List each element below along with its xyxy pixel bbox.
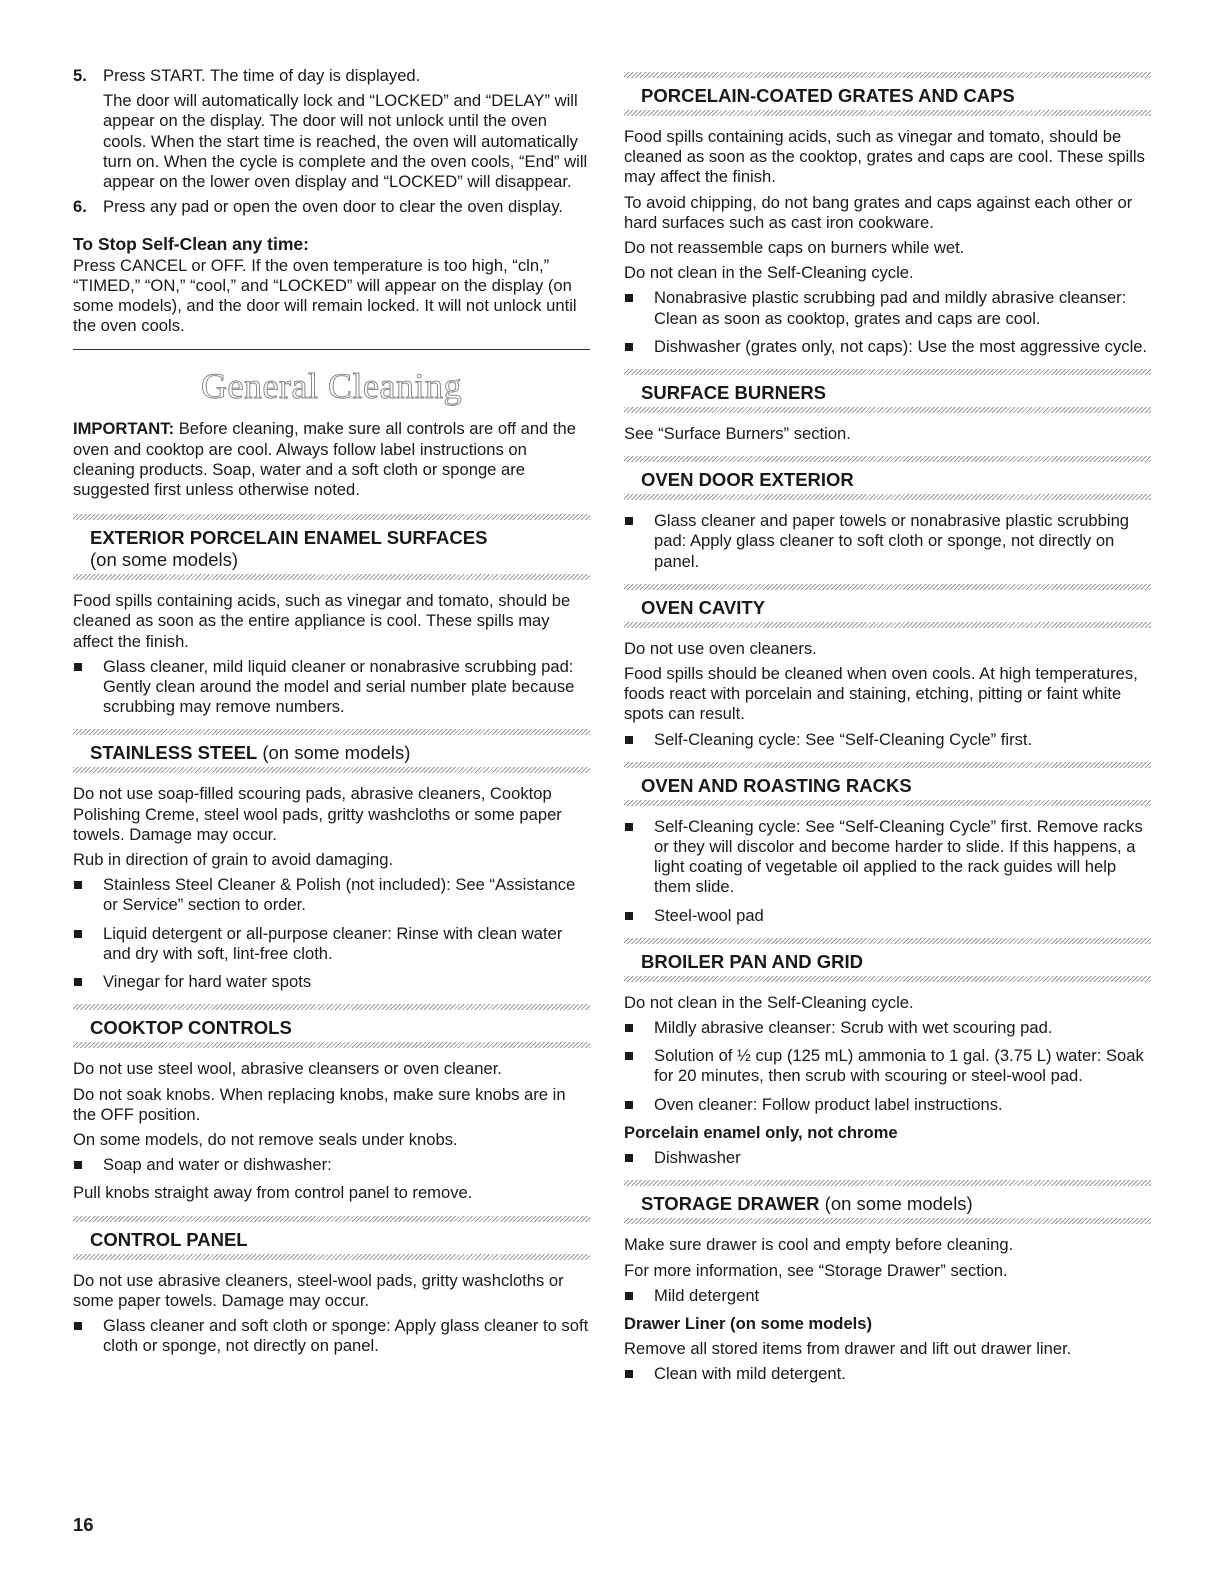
paragraph: Food spills should be cleaned when oven cools. At high temperatures, foods react with porcelain and staining, etching, pitting or faint white spots can result.: [624, 664, 1138, 724]
section-storage-drawer: [624, 1180, 1151, 1384]
section-title: BROILER PAN AND GRID: [641, 950, 863, 972]
hatch-band: [624, 800, 1151, 806]
paragraph: Pull knobs straight away from control panel to remove.: [73, 1183, 473, 1203]
section-heading: [624, 768, 1151, 800]
paragraph: Food spills containing acids, such as vinegar and tomato, should be cleaned as soon as the entire appliance is cool. These spills may affect the finish.: [73, 591, 571, 651]
step-text: The door will automatically lock and “LOCKED” and “DELAY” will appear on the display. The door will not unlock until the oven cools. When the start time is reached, the oven will automatically turn on. When the cycle is complete and the oven cools, “End” will appear on the lower oven display and “LOCKED” will disappear.: [103, 91, 588, 192]
paragraph: Rub in direction of grain to avoid damaging.: [73, 850, 394, 870]
section-oven-cavity: [624, 584, 1151, 750]
step-text: Press START. The time of day is displayed.: [103, 66, 421, 85]
section-title: PORCELAIN-COATED GRATES AND CAPS: [641, 85, 1015, 106]
section-title: COOKTOP CONTROLS: [90, 1017, 292, 1039]
paragraph: For more information, see “Storage Drawer” section.: [624, 1260, 1008, 1280]
section-subtitle: (on some models): [90, 549, 239, 571]
important-label: IMPORTANT:: [73, 419, 175, 439]
hatch-band: [624, 494, 1151, 500]
paragraph: Do not soak knobs. When replacing knobs, make sure knobs are in the OFF position.: [73, 1084, 566, 1124]
section-heading: [624, 375, 1151, 407]
section-subtitle: (on some models): [257, 742, 411, 764]
step-6: [73, 197, 590, 217]
general-cleaning-title: General Cleaning: [201, 366, 462, 407]
section-surface-burners: [624, 369, 1151, 444]
paragraph: Do not reassemble caps on burners while wet.: [624, 238, 965, 258]
bullet-item: Vinegar for hard water spots: [73, 972, 590, 992]
paragraph: See “Surface Burners” section.: [624, 424, 851, 444]
section-control-panel: [73, 1216, 590, 1357]
paragraph: Remove all stored items from drawer and lift out drawer liner.: [624, 1339, 1072, 1359]
section-title: CONTROL PANEL: [90, 1228, 248, 1250]
section-title: OVEN CAVITY: [641, 596, 766, 618]
section-heading: [624, 462, 1151, 494]
bullet-item: Oven cleaner: Follow product label instructions.: [624, 1095, 1151, 1115]
section-heading: [624, 944, 1151, 976]
bullet-item: Nonabrasive plastic scrubbing pad and mildly abrasive cleanser: Clean as soon as cooktop, grates and caps are cool.: [624, 288, 1151, 328]
bullet-item: Clean with mild detergent.: [624, 1364, 1151, 1384]
bullet-item: Mild detergent: [624, 1286, 1151, 1306]
hatch-band: [624, 1218, 1151, 1224]
hatch-band: [73, 1254, 590, 1260]
hatch-band: [73, 574, 590, 580]
paragraph: Do not clean in the Self-Cleaning cycle.: [624, 263, 914, 283]
paragraph: Do not use oven cleaners.: [624, 638, 817, 658]
section-title: EXTERIOR PORCELAIN ENAMEL SURFACES: [90, 527, 488, 549]
section-subtitle: (on some models): [819, 1193, 973, 1215]
paragraph: Make sure drawer is cool and empty before cleaning.: [624, 1235, 1014, 1255]
section-heading: [73, 1222, 590, 1254]
bullet-item: Stainless Steel Cleaner & Polish (not included): See “Assistance or Service” section to order.: [73, 875, 590, 915]
bullet-item: Solution of ½ cup (125 mL) ammonia to 1 gal. (3.75 L) water: Soak for 20 minutes, then scrub with scouring or steel-wool pad.: [624, 1046, 1151, 1086]
section-broiler-pan: [624, 938, 1151, 1168]
section-stainless-steel: [73, 729, 590, 992]
bullet-item: Liquid detergent or all-purpose cleaner: Rinse with clean water and dry with soft, lint-free cloth.: [73, 924, 590, 964]
step-text: Press any pad or open the oven door to clear the oven display.: [103, 197, 563, 217]
section-title: SURFACE BURNERS: [641, 382, 827, 404]
bullet-item: Dishwasher (grates only, not caps): Use the most aggressive cycle.: [624, 337, 1151, 357]
step-number: 6.: [73, 197, 87, 217]
page-number: 16: [73, 1514, 94, 1535]
section-cooktop-controls: [73, 1004, 590, 1203]
bullet-item: Glass cleaner and paper towels or nonabrasive plastic scrubbing pad: Apply glass cleaner to soft cloth or sponge, not directly on panel.: [624, 511, 1151, 572]
hatch-band: [624, 110, 1151, 116]
stop-self-clean-heading: To Stop Self-Clean any time:: [73, 234, 309, 255]
hatch-band: [624, 976, 1151, 982]
paragraph: Do not use abrasive cleaners, steel-wool pads, gritty washcloths or some paper towels. Damage may occur.: [73, 1270, 564, 1310]
paragraph: To avoid chipping, do not bang grates and caps against each other or hard surfaces such as cast iron cookware.: [624, 192, 1133, 232]
section-title: OVEN DOOR EXTERIOR: [641, 469, 854, 491]
section-title: STAINLESS STEEL: [90, 742, 258, 764]
section-title: STORAGE DRAWER: [641, 1193, 820, 1215]
hatch-band: [624, 407, 1151, 413]
bullet-item: Glass cleaner and soft cloth or sponge: Apply glass cleaner to soft cloth or sponge, not directly on panel.: [73, 1316, 590, 1356]
drawer-liner-heading: Drawer Liner (on some models): [624, 1313, 873, 1333]
section-heading: [73, 735, 590, 767]
hatch-band: [624, 622, 1151, 628]
section-title: OVEN AND ROASTING RACKS: [641, 774, 912, 796]
section-heading: [624, 590, 1151, 622]
bullet-item: Dishwasher: [624, 1148, 1151, 1168]
right-column: [624, 0, 1151, 1393]
bullet-item: Self-Cleaning cycle: See “Self-Cleaning Cycle” first. Remove racks or they will discolor and become harder to slide. If this happens, a light coating of vegetable oil applied to the rack guides will help them slide.: [624, 817, 1151, 898]
section-porcelain-grates: [624, 72, 1151, 357]
porcelain-only-heading: Porcelain enamel only, not chrome: [624, 1122, 898, 1142]
hatch-band: [73, 1042, 590, 1048]
section-oven-door-exterior: [624, 456, 1151, 572]
bullet-item: Soap and water or dishwasher:: [73, 1155, 590, 1175]
paragraph: Do not use steel wool, abrasive cleansers or oven cleaner.: [73, 1059, 502, 1079]
paragraph: On some models, do not remove seals under knobs.: [73, 1129, 458, 1149]
bullet-item: Glass cleaner, mild liquid cleaner or nonabrasive scrubbing pad: Gently clean around the model and serial number plate because scrubbing may remove numbers.: [73, 657, 590, 718]
section-heading: [73, 1010, 590, 1042]
step-number: 5.: [73, 66, 87, 85]
bullet-item: Mildly abrasive cleanser: Scrub with wet scouring pad.: [624, 1018, 1151, 1038]
paragraph: Do not use soap-filled scouring pads, abrasive cleaners, Cooktop Polishing Creme, steel wool pads, gritty washcloths or some paper towels. Damage may occur.: [73, 784, 562, 844]
left-column: [73, 0, 590, 1364]
hatch-band: [73, 767, 590, 773]
step-5: [73, 66, 590, 192]
section-exterior-porcelain: [73, 514, 590, 717]
bullet-item: Self-Cleaning cycle: See “Self-Cleaning Cycle” first.: [624, 730, 1151, 750]
section-oven-racks: [624, 762, 1151, 926]
paragraph: Do not clean in the Self-Cleaning cycle.: [624, 992, 914, 1012]
paragraph: Food spills containing acids, such as vinegar and tomato, should be cleaned as soon as the cooktop, grates and caps are cool. These spills may affect the finish.: [624, 127, 1145, 187]
important-note: [73, 419, 590, 500]
section-heading: [73, 520, 590, 574]
important-text: Before cleaning, make sure all controls are off and the oven and cooktop are cool. Always follow label instructions on cleaning products. Soap, water and a soft cloth or sponge are suggested first unless otherwise noted.: [73, 419, 576, 500]
stop-self-clean-text: Press CANCEL or OFF. If the oven temperature is too high, “cln,” “TIMED,” “ON,” “cool,” and “LOCKED” will appear on the display (on some models), and the door will remain locked. It will not unlock until the oven cools.: [73, 255, 577, 336]
bullet-item: Steel-wool pad: [624, 906, 1151, 926]
section-heading: [624, 78, 1151, 110]
section-heading: [624, 1186, 1151, 1218]
